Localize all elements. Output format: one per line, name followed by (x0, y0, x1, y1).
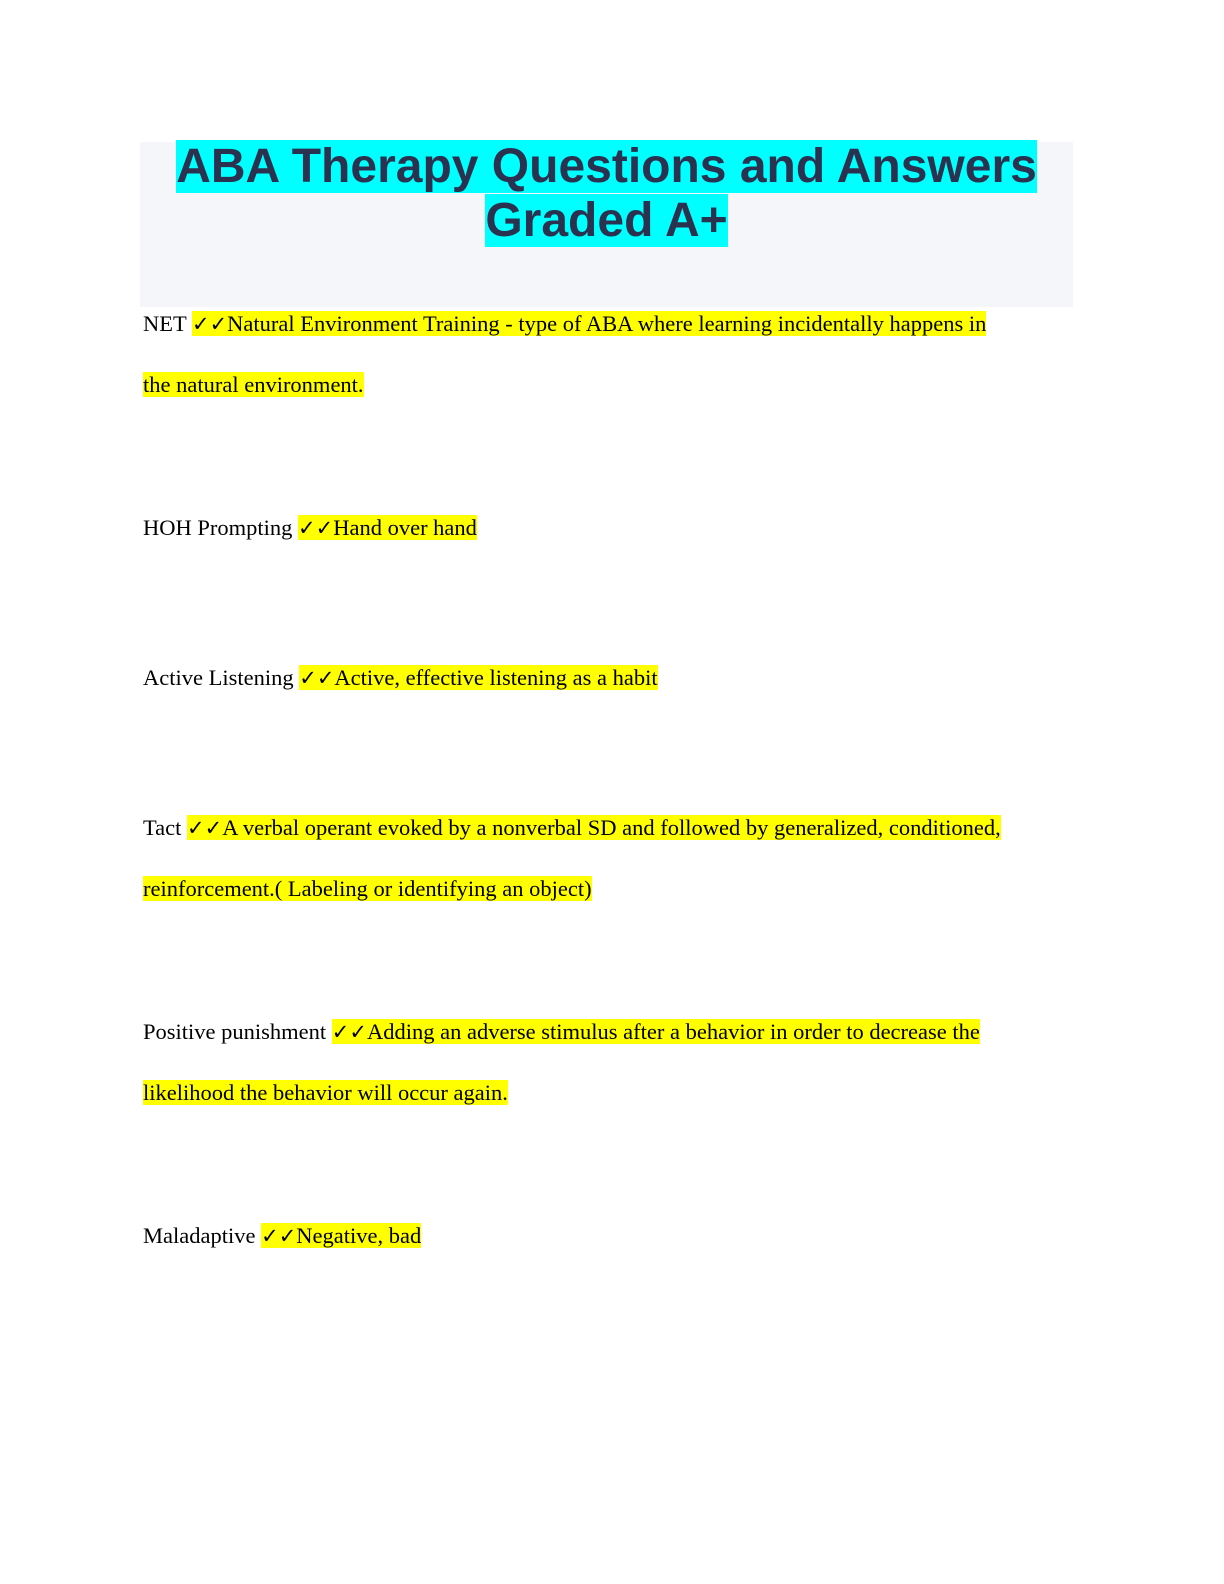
check-mark-icon: ✓✓ (191, 312, 228, 336)
entry-definition: Negative, bad (296, 1223, 422, 1248)
qa-entry-hoh-prompting (143, 498, 1073, 559)
qa-entry-active-listening (143, 648, 1073, 709)
title-line-2: Graded A+ (485, 194, 728, 247)
check-mark-icon: ✓✓ (299, 666, 335, 690)
check-mark-icon: ✓✓ (298, 516, 334, 540)
entry-term: Positive punishment (143, 1019, 327, 1044)
entry-definition: Natural Environment Training - type of ABA where learning incidentally happens in (227, 311, 987, 336)
entry-definition: A verbal operant evoked by a nonverbal SD and followed by generalized, conditioned, (222, 815, 1001, 840)
entry-term: Active Listening (143, 665, 294, 690)
qa-entry-tact (143, 798, 1073, 918)
check-mark-icon: ✓✓ (187, 816, 223, 840)
entry-definition: Hand over hand (333, 515, 477, 540)
entry-term: Tact (143, 815, 182, 840)
entry-term: Maladaptive (143, 1223, 256, 1248)
qa-entry-maladaptive (143, 1206, 1073, 1267)
entry-definition-cont: likelihood the behavior will occur again. (143, 1079, 508, 1105)
qa-entry-positive-punishment (143, 1002, 1073, 1122)
entry-definition-cont: the natural environment. (143, 371, 364, 397)
entry-term: NET (143, 311, 187, 336)
entry-definition: Active, effective listening as a habit (334, 665, 658, 690)
entry-definition-cont: reinforcement.( Labeling or identifying an object) (143, 875, 592, 901)
qa-entry-net (143, 294, 1073, 414)
page-title (140, 140, 1073, 248)
check-mark-icon: ✓✓ (331, 1020, 367, 1044)
entry-definition: Adding an adverse stimulus after a behavior in order to decrease the (366, 1019, 980, 1044)
check-mark-icon: ✓✓ (261, 1224, 297, 1248)
entry-term: HOH Prompting (143, 515, 293, 540)
title-line-1: ABA Therapy Questions and Answers (176, 140, 1037, 193)
